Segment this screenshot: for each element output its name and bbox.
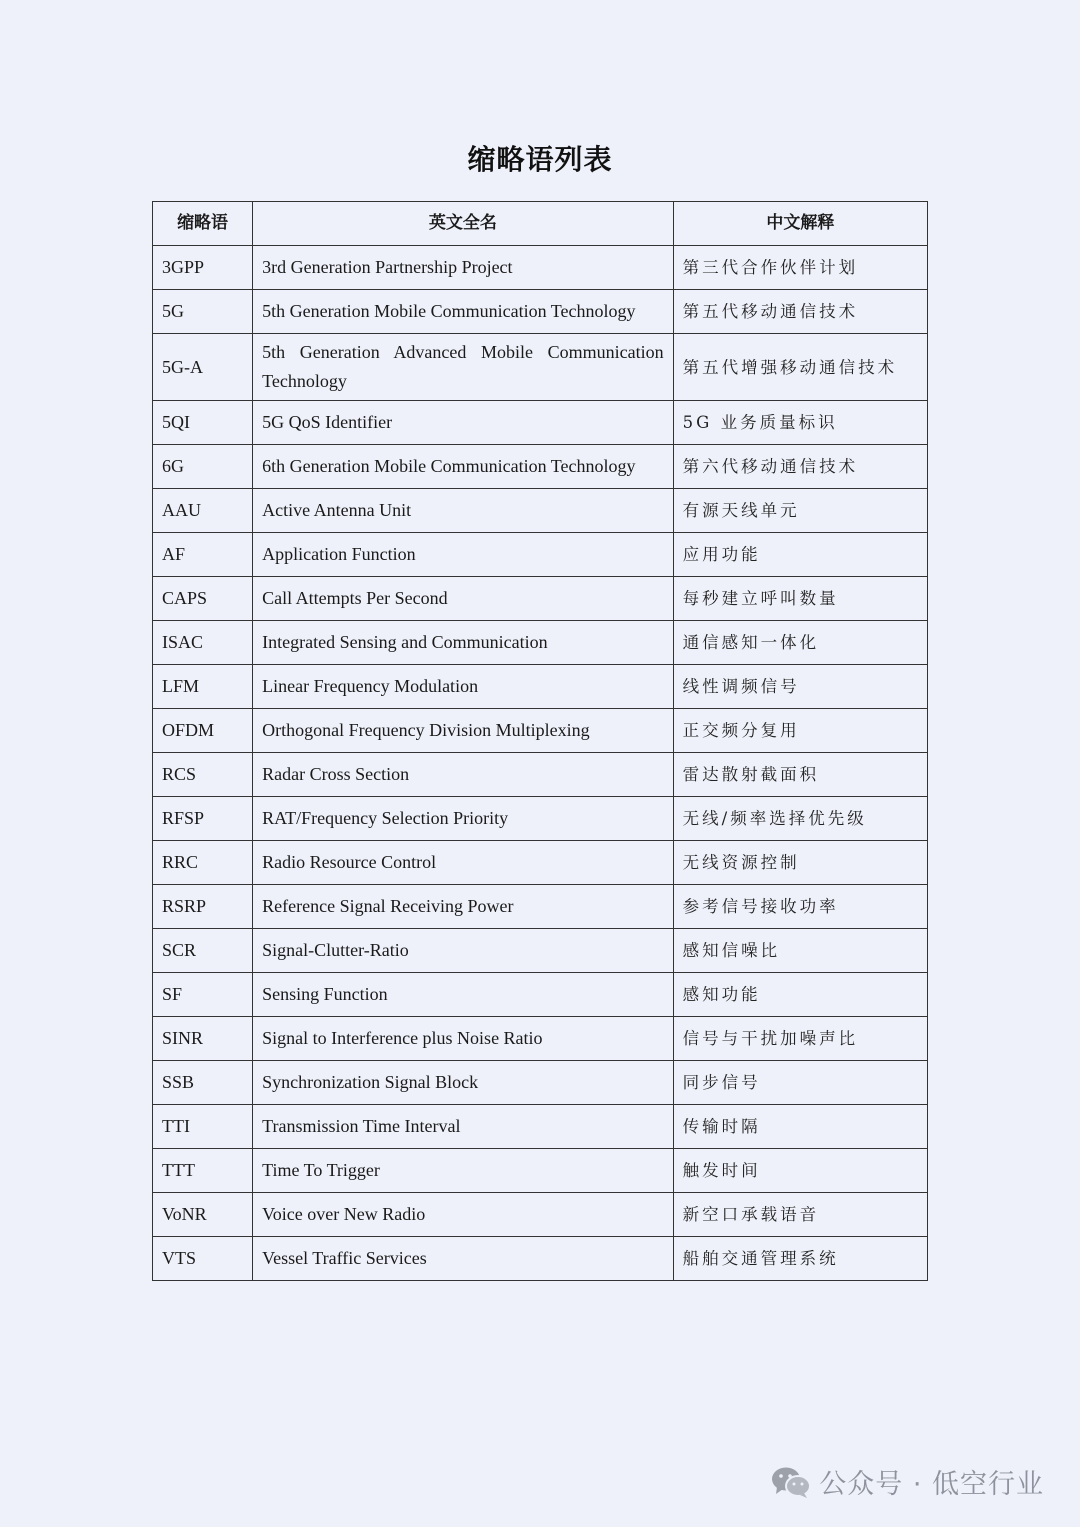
chinese-explanation-cell: 雷达散射截面积 [673, 753, 927, 797]
english-name-cell: Application Function [253, 533, 674, 577]
table-row [153, 577, 928, 621]
chinese-explanation-cell: 触发时间 [673, 1149, 927, 1193]
table-row [153, 973, 928, 1017]
table-row [153, 885, 928, 929]
english-name-cell: 3rd Generation Partnership Project [253, 246, 674, 290]
english-name-cell: Voice over New Radio [253, 1193, 674, 1237]
chinese-explanation-cell: 通信感知一体化 [673, 621, 927, 665]
abbr-cell: AAU [153, 489, 253, 533]
table-row [153, 401, 928, 445]
english-name-cell: Call Attempts Per Second [253, 577, 674, 621]
watermark-text: 公众号 · 低空行业 [819, 1469, 1044, 1500]
abbr-cell: SSB [153, 1061, 253, 1105]
chinese-explanation-cell: 新空口承载语音 [673, 1193, 927, 1237]
table-body [153, 246, 928, 1281]
abbr-cell: VoNR [153, 1193, 253, 1237]
english-name-cell: 6th Generation Mobile Communication Technology [253, 445, 674, 489]
header-english-name: 英文全名 [253, 202, 674, 246]
english-name-cell: RAT/Frequency Selection Priority [253, 797, 674, 841]
chinese-explanation-cell: 第六代移动通信技术 [673, 445, 927, 489]
table-row [153, 334, 928, 401]
table-row [153, 797, 928, 841]
english-name-cell: Vessel Traffic Services [253, 1237, 674, 1281]
abbr-cell: RSRP [153, 885, 253, 929]
chinese-explanation-cell: 感知信噪比 [673, 929, 927, 973]
english-name-cell: 5th Generation Advanced Mobile Communication Technology [253, 334, 674, 401]
english-name-cell: Linear Frequency Modulation [253, 665, 674, 709]
abbr-cell: 6G [153, 445, 253, 489]
chinese-explanation-cell: 5G 业务质量标识 [673, 401, 927, 445]
abbr-cell: TTT [153, 1149, 253, 1193]
english-name-cell: Active Antenna Unit [253, 489, 674, 533]
chinese-explanation-cell: 第五代移动通信技术 [673, 290, 927, 334]
table-row [153, 1149, 928, 1193]
header-chinese-explanation: 中文解释 [673, 202, 927, 246]
page-title: 缩略语列表 [467, 143, 613, 176]
english-name-cell: 5G QoS Identifier [253, 401, 674, 445]
abbr-cell: SCR [153, 929, 253, 973]
table-row [153, 929, 928, 973]
abbr-cell: ISAC [153, 621, 253, 665]
table-row [153, 1017, 928, 1061]
english-name-cell: Radio Resource Control [253, 841, 674, 885]
chinese-explanation-cell: 同步信号 [673, 1061, 927, 1105]
chinese-explanation-cell: 有源天线单元 [673, 489, 927, 533]
abbr-cell: RRC [153, 841, 253, 885]
abbreviation-table [152, 201, 928, 1281]
abbr-cell: CAPS [153, 577, 253, 621]
table-row [153, 1105, 928, 1149]
table-row [153, 665, 928, 709]
abbr-cell: TTI [153, 1105, 253, 1149]
english-name-cell: Reference Signal Receiving Power [253, 885, 674, 929]
wechat-icon [771, 1465, 811, 1499]
chinese-explanation-cell: 参考信号接收功率 [673, 885, 927, 929]
english-name-cell: 5th Generation Mobile Communication Technology [253, 290, 674, 334]
abbr-cell: SINR [153, 1017, 253, 1061]
english-name-cell: Synchronization Signal Block [253, 1061, 674, 1105]
abbr-cell: 5QI [153, 401, 253, 445]
chinese-explanation-cell: 无线/频率选择优先级 [673, 797, 927, 841]
abbr-cell: RCS [153, 753, 253, 797]
english-name-cell: Signal-Clutter-Ratio [253, 929, 674, 973]
header-abbreviation: 缩略语 [153, 202, 253, 246]
abbr-cell: AF [153, 533, 253, 577]
chinese-explanation-cell: 信号与干扰加噪声比 [673, 1017, 927, 1061]
chinese-explanation-cell: 传输时隔 [673, 1105, 927, 1149]
chinese-explanation-cell: 应用功能 [673, 533, 927, 577]
english-name-cell: Time To Trigger [253, 1149, 674, 1193]
table-row [153, 246, 928, 290]
abbr-cell: 5G [153, 290, 253, 334]
table-header-row [153, 202, 928, 246]
english-name-cell: Integrated Sensing and Communication [253, 621, 674, 665]
abbr-cell: 3GPP [153, 246, 253, 290]
abbr-cell: SF [153, 973, 253, 1017]
table-row [153, 445, 928, 489]
english-name-cell: Signal to Interference plus Noise Ratio [253, 1017, 674, 1061]
chinese-explanation-cell: 船舶交通管理系统 [673, 1237, 927, 1281]
english-name-cell: Transmission Time Interval [253, 1105, 674, 1149]
english-name-cell: Sensing Function [253, 973, 674, 1017]
table-row [153, 1061, 928, 1105]
abbr-cell: LFM [153, 665, 253, 709]
table-row [153, 841, 928, 885]
chinese-explanation-cell: 每秒建立呼叫数量 [673, 577, 927, 621]
chinese-explanation-cell: 正交频分复用 [673, 709, 927, 753]
chinese-explanation-cell: 第五代增强移动通信技术 [673, 334, 927, 401]
abbr-cell: OFDM [153, 709, 253, 753]
chinese-explanation-cell: 第三代合作伙伴计划 [673, 246, 927, 290]
table-row [153, 621, 928, 665]
table-row [153, 1193, 928, 1237]
table-row [153, 290, 928, 334]
watermark [771, 1462, 1044, 1501]
chinese-explanation-cell: 线性调频信号 [673, 665, 927, 709]
abbr-cell: 5G-A [153, 334, 253, 401]
table-row [153, 489, 928, 533]
abbr-cell: RFSP [153, 797, 253, 841]
table-row [153, 753, 928, 797]
chinese-explanation-cell: 感知功能 [673, 973, 927, 1017]
english-name-cell: Orthogonal Frequency Division Multiplexing [253, 709, 674, 753]
chinese-explanation-cell: 无线资源控制 [673, 841, 927, 885]
abbr-cell: VTS [153, 1237, 253, 1281]
table-row [153, 533, 928, 577]
table-row [153, 709, 928, 753]
english-name-cell: Radar Cross Section [253, 753, 674, 797]
table-row [153, 1237, 928, 1281]
